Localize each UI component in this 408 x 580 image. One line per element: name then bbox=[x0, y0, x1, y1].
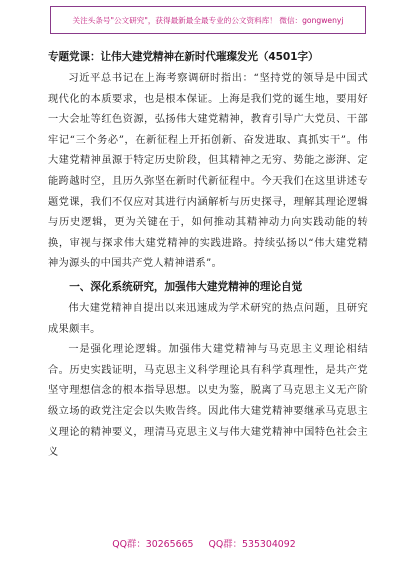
header-banner-box bbox=[50, 6, 366, 34]
footer-qq-group-1: QQ群：30265665 bbox=[112, 539, 194, 550]
document-title: 专题党课：让伟大建党精神在新时代璀璨发光（4501字） bbox=[48, 51, 319, 63]
document-body bbox=[48, 47, 368, 464]
footer-qq-group-2: QQ群：535304092 bbox=[208, 539, 296, 550]
section-paragraph: 一是强化理论逻辑。加强伟大建党精神与马克思主义理论相结合。历史实践证明，马克思主义科学理论具有科学真理性，是共产党坚守理想信念的根本指导思想。以史为鉴，脱离了马克思主义无产阶级立场的政党注定会以失败告终。因此伟大建党精神要继承马克思主义理论的精神要义，理清马克思主义与伟大建党精神中国特色社会主义 bbox=[48, 344, 368, 459]
footer bbox=[0, 536, 408, 550]
section-paragraph: 伟大建党精神自提出以来迅速成为学术研究的热点问题，且研究成果颇丰。 bbox=[48, 302, 368, 335]
intro-paragraph: 习近平总书记在上海考察调研时指出：“坚持党的领导是中国式现代化的本质要求，也是根本保证。上海是我们党的诞生地，要用好一大会址等红色资源，弘扬伟大建党精神，教育引导广大党员、干部牢记“三个务必”，在新征程上开拓创新、奋发进取、真抓实干”。伟大建党精神虽源于特定历史阶段，但其精神之无穷、势能之澎湃、定能跨越时空，且历久弥坚在新时代新征程中。今天我们在这里讲述专题党课，我们不仅应对其进行内涵解析与历史探寻，理解其理论逻辑与历史逻辑，更为关键在于，如何推动其精神动力向实践动能的转换，审视与探求伟大建党精神的实践进路。持续弘扬以“伟大建党精神为源头的中国共产党人精神谱系”。 bbox=[48, 73, 368, 270]
header-banner-text: 关注头条号"公文研究"，获得最新最全最专业的公文资料库！ 微信：gongwenyj bbox=[72, 15, 344, 25]
section-heading: 一、深化系统研究，加强伟大建党精神的理论自觉 bbox=[69, 280, 303, 293]
